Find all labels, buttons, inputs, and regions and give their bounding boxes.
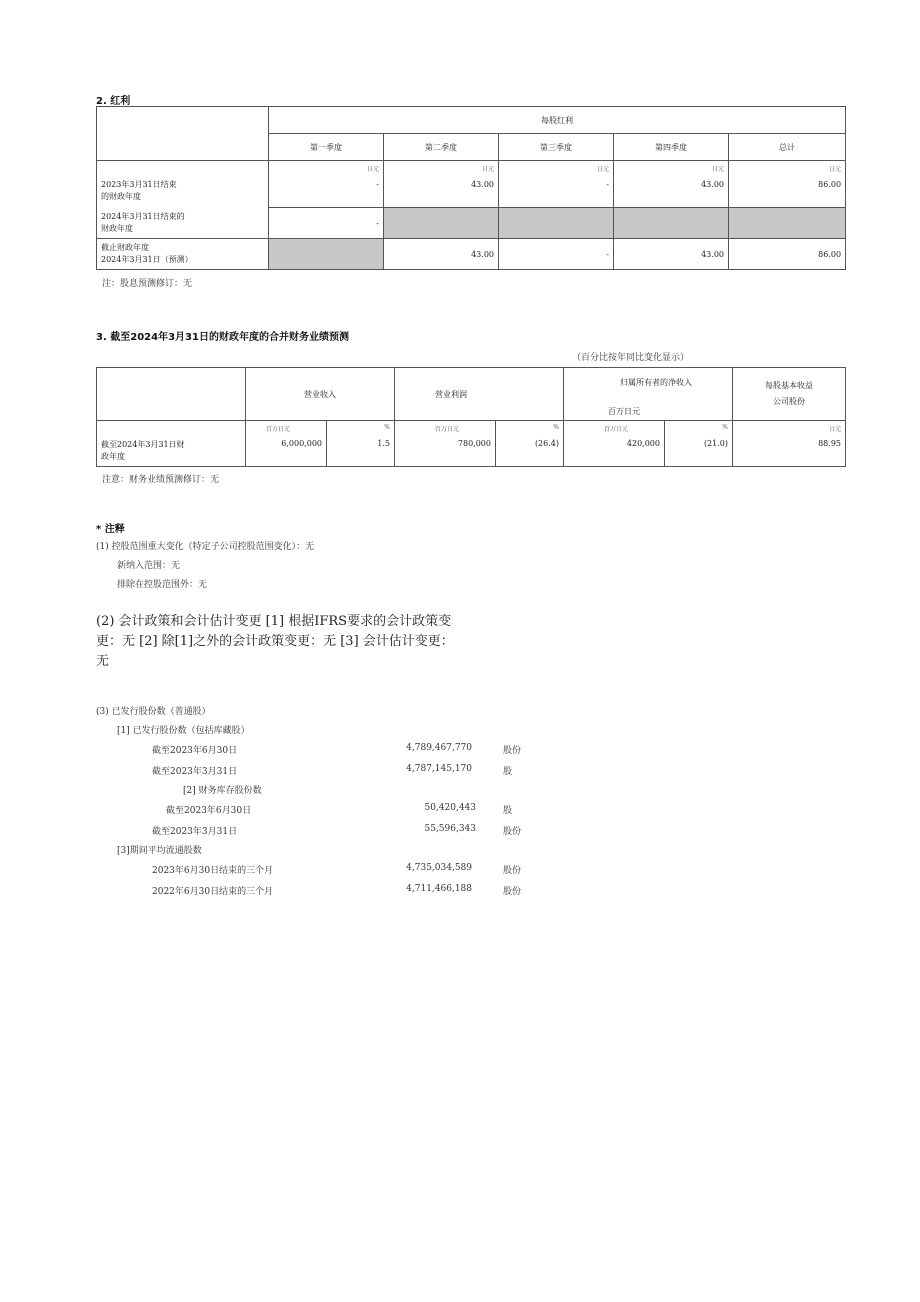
dividends-header-group: 每股红利 (269, 107, 846, 134)
average-row-1-value: 4,735,034,589 (406, 863, 472, 873)
forecast-table (96, 367, 846, 467)
forecast-revenue-value: 百万日元 6,000,000 (246, 421, 327, 467)
notes-line-1: (1) 控股范围重大变化（特定子公司控股范围变化）：无 (96, 542, 315, 552)
forecast-col-revenue: 营业收入 (246, 368, 395, 421)
treasury-row-1-unit: 股 (503, 806, 513, 816)
forecast-net-income-pct: % (21.0) (665, 421, 733, 467)
issued-row-2-value: 4,787,145,170 (406, 764, 472, 774)
treasury-row-2-unit: 股份 (503, 827, 522, 837)
dividends-row3-q3: - (499, 239, 614, 270)
treasury-row-2-value: 55,596,343 (424, 824, 476, 834)
issued-title: [1] 已发行股份数（包括库藏股） (117, 726, 250, 736)
dividends-col-q2: 第二季度 (384, 134, 499, 161)
dividends-note: 注：股息预测修订：无 (102, 279, 193, 289)
notes-line-3: 排除在控股范围外：无 (117, 580, 208, 590)
forecast-col-eps: 每股基本收益 公司股份 (733, 368, 846, 421)
average-title: [3]期间平均流通股数 (117, 846, 202, 856)
treasury-row-2-label: 截至2023年3月31日 (152, 827, 238, 837)
forecast-net-income-value: 百万日元 420,000 (564, 421, 665, 467)
shares-title: (3) 已发行股份数（普通股） (96, 707, 211, 717)
dividends-row3-q1-shaded (269, 239, 384, 270)
dividends-col-q3: 第三季度 (499, 134, 614, 161)
treasury-row-1-value: 50,420,443 (424, 803, 476, 813)
notes-title: * 注释 (96, 524, 125, 535)
dividends-row1-q2: 日元 43.00 (384, 161, 499, 208)
dividends-row2-q1: - (269, 208, 384, 239)
issued-row-1-value: 4,789,467,770 (406, 743, 472, 753)
average-row-1-unit: 股份 (503, 866, 522, 876)
dividends-table (96, 106, 846, 270)
average-row-2-value: 4,711,466,188 (406, 884, 472, 894)
dividends-col-total: 总计 (729, 134, 846, 161)
dividends-row2-q2-shaded (384, 208, 499, 239)
forecast-caption: （百分比按年同比变化显示） (572, 353, 690, 363)
forecast-col-op-profit: 营业利润 (395, 368, 564, 421)
notes-line-2: 新纳入范围：无 (117, 561, 181, 571)
dividends-row3-q2: 43.00 (384, 239, 499, 270)
dividends-row1-total: 日元 86.00 (729, 161, 846, 208)
forecast-title: 3. 截至2024年3月31日的财政年度的合并财务业绩预测 (96, 332, 349, 343)
forecast-eps-value: 日元 88.95 (733, 421, 846, 467)
forecast-corner (97, 368, 246, 421)
forecast-col-net-income: 归属所有者的净收入 百万日元 (564, 368, 733, 421)
dividends-col-q4: 第四季度 (614, 134, 729, 161)
forecast-revenue-pct: % 1.5 (327, 421, 395, 467)
dividends-row2-label: 2024年3月31日结束的 财政年度 (97, 208, 269, 239)
dividends-row1-q4: 日元 43.00 (614, 161, 729, 208)
dividends-row3-total: 86.00 (729, 239, 846, 270)
dividends-col-q1: 第一季度 (269, 134, 384, 161)
dividends-row3-q4: 43.00 (614, 239, 729, 270)
dividends-row1-label: 2023年3月31日结束 的财政年度 (97, 161, 269, 208)
dividends-row2-q4-shaded (614, 208, 729, 239)
dividends-corner (97, 107, 269, 161)
dividends-title: 2. 红利 (96, 96, 131, 107)
treasury-title: [2] 财务库存股份数 (183, 786, 262, 796)
dividends-row2-q3-shaded (499, 208, 614, 239)
accounting-changes-text: (2) 会计政策和会计估计变更 [1] 根据IFRS要求的会计政策变更：无 [2] 除[1]之外的会计政策变更：无 [3] 会计估计变更：无 (96, 614, 454, 669)
forecast-note: 注意：财务业绩预测修订：无 (102, 475, 220, 485)
dividends-row2-total-shaded (729, 208, 846, 239)
dividends-row3-label: 截止财政年度 2024年3月31日（预测） (97, 239, 269, 270)
forecast-op-profit-value: 百万日元 780,000 (395, 421, 496, 467)
treasury-row-1-label: 截至2023年6月30日 (166, 806, 252, 816)
average-row-2-unit: 股份 (503, 887, 522, 897)
forecast-op-profit-pct: % (26.4) (496, 421, 564, 467)
issued-row-2-label: 截至2023年3月31日 (152, 767, 238, 777)
dividends-row1-q1: 日元 - (269, 161, 384, 208)
issued-row-1-unit: 股份 (503, 746, 522, 756)
issued-row-1-label: 截至2023年6月30日 (152, 746, 238, 756)
forecast-row-label: 截至2024年3月31日财 政年度 (97, 421, 246, 467)
average-row-1-label: 2023年6月30日结束的三个月 (152, 866, 274, 876)
dividends-row1-q3: 日元 - (499, 161, 614, 208)
average-row-2-label: 2022年6月30日结束的三个月 (152, 887, 274, 897)
issued-row-2-unit: 股 (503, 767, 513, 777)
